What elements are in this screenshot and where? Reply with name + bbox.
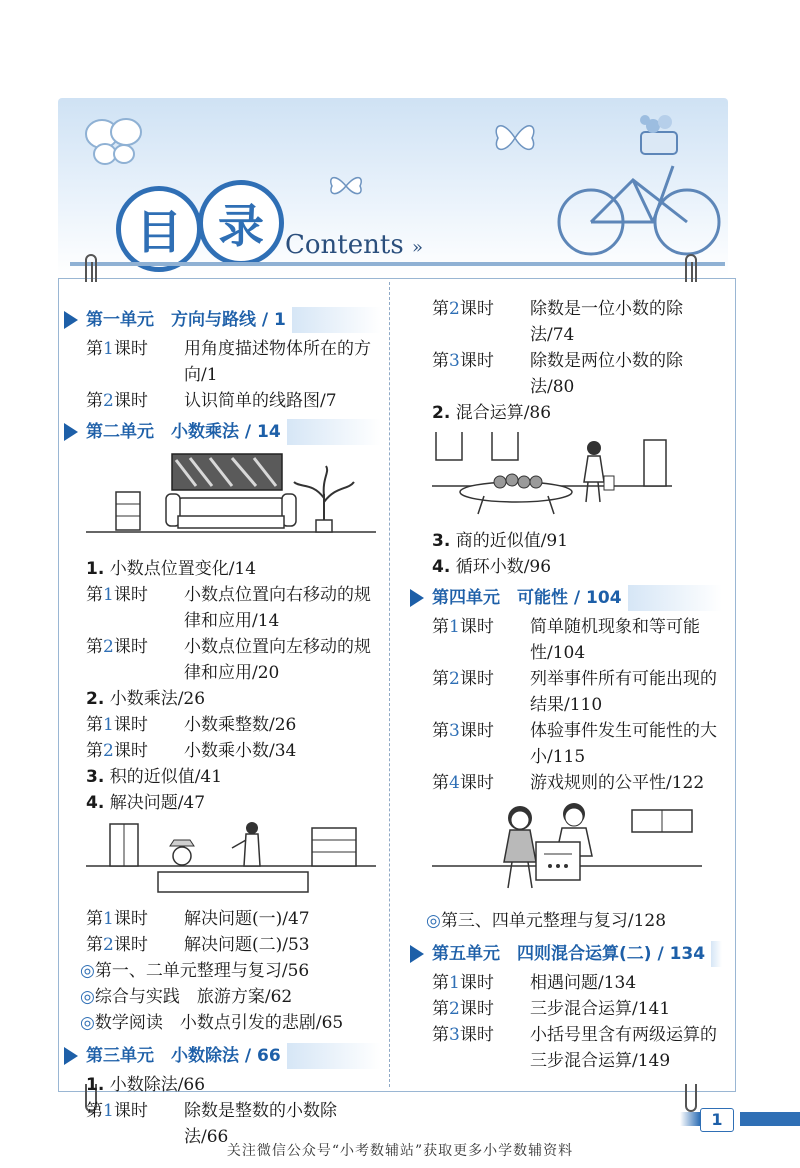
lesson-entry[interactable]: 第1课时 除数是整数的小数除法/66 <box>86 1101 337 1147</box>
column-divider <box>389 282 390 1087</box>
header-rule <box>70 262 725 266</box>
unit-heading[interactable]: 第二单元 小数乘法 / 14 <box>64 416 381 448</box>
lesson-entry[interactable]: 第3课时 除数是两位小数的除法/80 <box>432 351 683 397</box>
unit-heading[interactable]: 第四单元 可能性 / 104 <box>410 582 722 614</box>
page-number: 1 <box>700 1108 734 1132</box>
section-entry[interactable]: 1. 小数点位置变化/14 <box>86 559 257 579</box>
lesson-entry[interactable]: 第3课时 体验事件发生可能性的大小/115 <box>432 721 717 767</box>
fruit-table-illustration <box>432 430 672 516</box>
lesson-entry[interactable]: 第2课时 小数点位置向左移动的规律和应用/20 <box>86 637 371 683</box>
contents-label <box>285 230 423 260</box>
lesson-entry[interactable]: 第2课时 除数是一位小数的除法/74 <box>432 299 683 345</box>
page-number-bar <box>680 1112 700 1126</box>
lesson-entry[interactable]: 第3课时 小括号里含有两级运算的三步混合运算/149 <box>432 1025 717 1071</box>
lesson-entry[interactable]: 第2课时 列举事件所有可能出现的结果/110 <box>432 669 717 715</box>
lesson-entry[interactable]: 第4课时 游戏规则的公平性/122 <box>432 773 705 793</box>
section-entry[interactable]: 3. 积的近似值/41 <box>86 767 223 787</box>
lesson-entry[interactable]: 第1课时 用角度描述物体所在的方向/1 <box>86 339 371 385</box>
arrow-icon <box>64 1047 78 1065</box>
shop-illustration <box>86 820 376 894</box>
contents-text: Contents <box>285 230 404 260</box>
living-room-illustration <box>86 452 376 544</box>
right-column <box>426 296 722 1074</box>
butterfly-icon <box>326 168 366 204</box>
arrow-icon <box>410 589 424 607</box>
lesson-entry[interactable]: 第1课时 小数乘整数/26 <box>86 715 297 735</box>
ring-clip-icon <box>680 252 704 286</box>
lesson-entry[interactable]: 第1课时 相遇问题/134 <box>432 973 637 993</box>
lesson-entry[interactable]: 第2课时 三步混合运算/141 <box>432 999 671 1019</box>
butterfly-icon <box>490 116 540 160</box>
lesson-entry[interactable]: 第1课时 解决问题(一)/47 <box>86 909 310 929</box>
review-entry[interactable]: ◎数学阅读 小数点引发的悲剧/65 <box>80 1013 344 1033</box>
section-entry[interactable]: 2. 混合运算/86 <box>432 403 552 423</box>
arrow-icon <box>64 311 78 329</box>
lesson-entry[interactable]: 第2课时 解决问题(二)/53 <box>86 935 310 955</box>
left-column <box>80 304 381 1150</box>
unit-heading[interactable]: 第五单元 四则混合运算(二) / 134 <box>410 938 722 970</box>
unit-heading[interactable]: 第一单元 方向与路线 / 1 <box>64 304 381 336</box>
ring-clip-icon <box>80 252 104 286</box>
review-entry[interactable]: ◎第一、二单元整理与复习/56 <box>80 961 310 981</box>
contents-mark: » <box>411 237 423 258</box>
bicycle-icon <box>553 110 723 260</box>
review-entry[interactable]: ◎综合与实践 旅游方案/62 <box>80 987 293 1007</box>
footer-note: 关注微信公众号“小考数辅站”获取更多小学数辅资料 <box>226 1143 574 1159</box>
section-entry[interactable]: 4. 解决问题/47 <box>86 793 206 813</box>
butterfly-icon <box>80 112 150 172</box>
lesson-entry[interactable]: 第2课时 小数乘小数/34 <box>86 741 297 761</box>
section-entry[interactable]: 2. 小数乘法/26 <box>86 689 206 709</box>
arrow-icon <box>410 945 424 963</box>
section-entry[interactable]: 4. 循环小数/96 <box>432 557 552 577</box>
review-entry[interactable]: ◎第三、四单元整理与复习/128 <box>426 911 667 931</box>
title-char-1: 目 <box>116 186 202 272</box>
section-entry[interactable]: 1. 小数除法/66 <box>86 1075 206 1095</box>
kids-lottery-illustration <box>432 800 702 896</box>
title-char-2: 录 <box>198 180 284 266</box>
lesson-entry[interactable]: 第1课时 简单随机现象和等可能性/104 <box>432 617 700 663</box>
lesson-entry[interactable]: 第2课时 认识简单的线路图/7 <box>86 391 337 411</box>
section-entry[interactable]: 3. 商的近似值/91 <box>432 531 569 551</box>
arrow-icon <box>64 423 78 441</box>
unit-heading[interactable]: 第三单元 小数除法 / 66 <box>64 1040 381 1072</box>
lesson-entry[interactable]: 第1课时 小数点位置向右移动的规律和应用/14 <box>86 585 371 631</box>
page-number-bar <box>740 1112 800 1126</box>
